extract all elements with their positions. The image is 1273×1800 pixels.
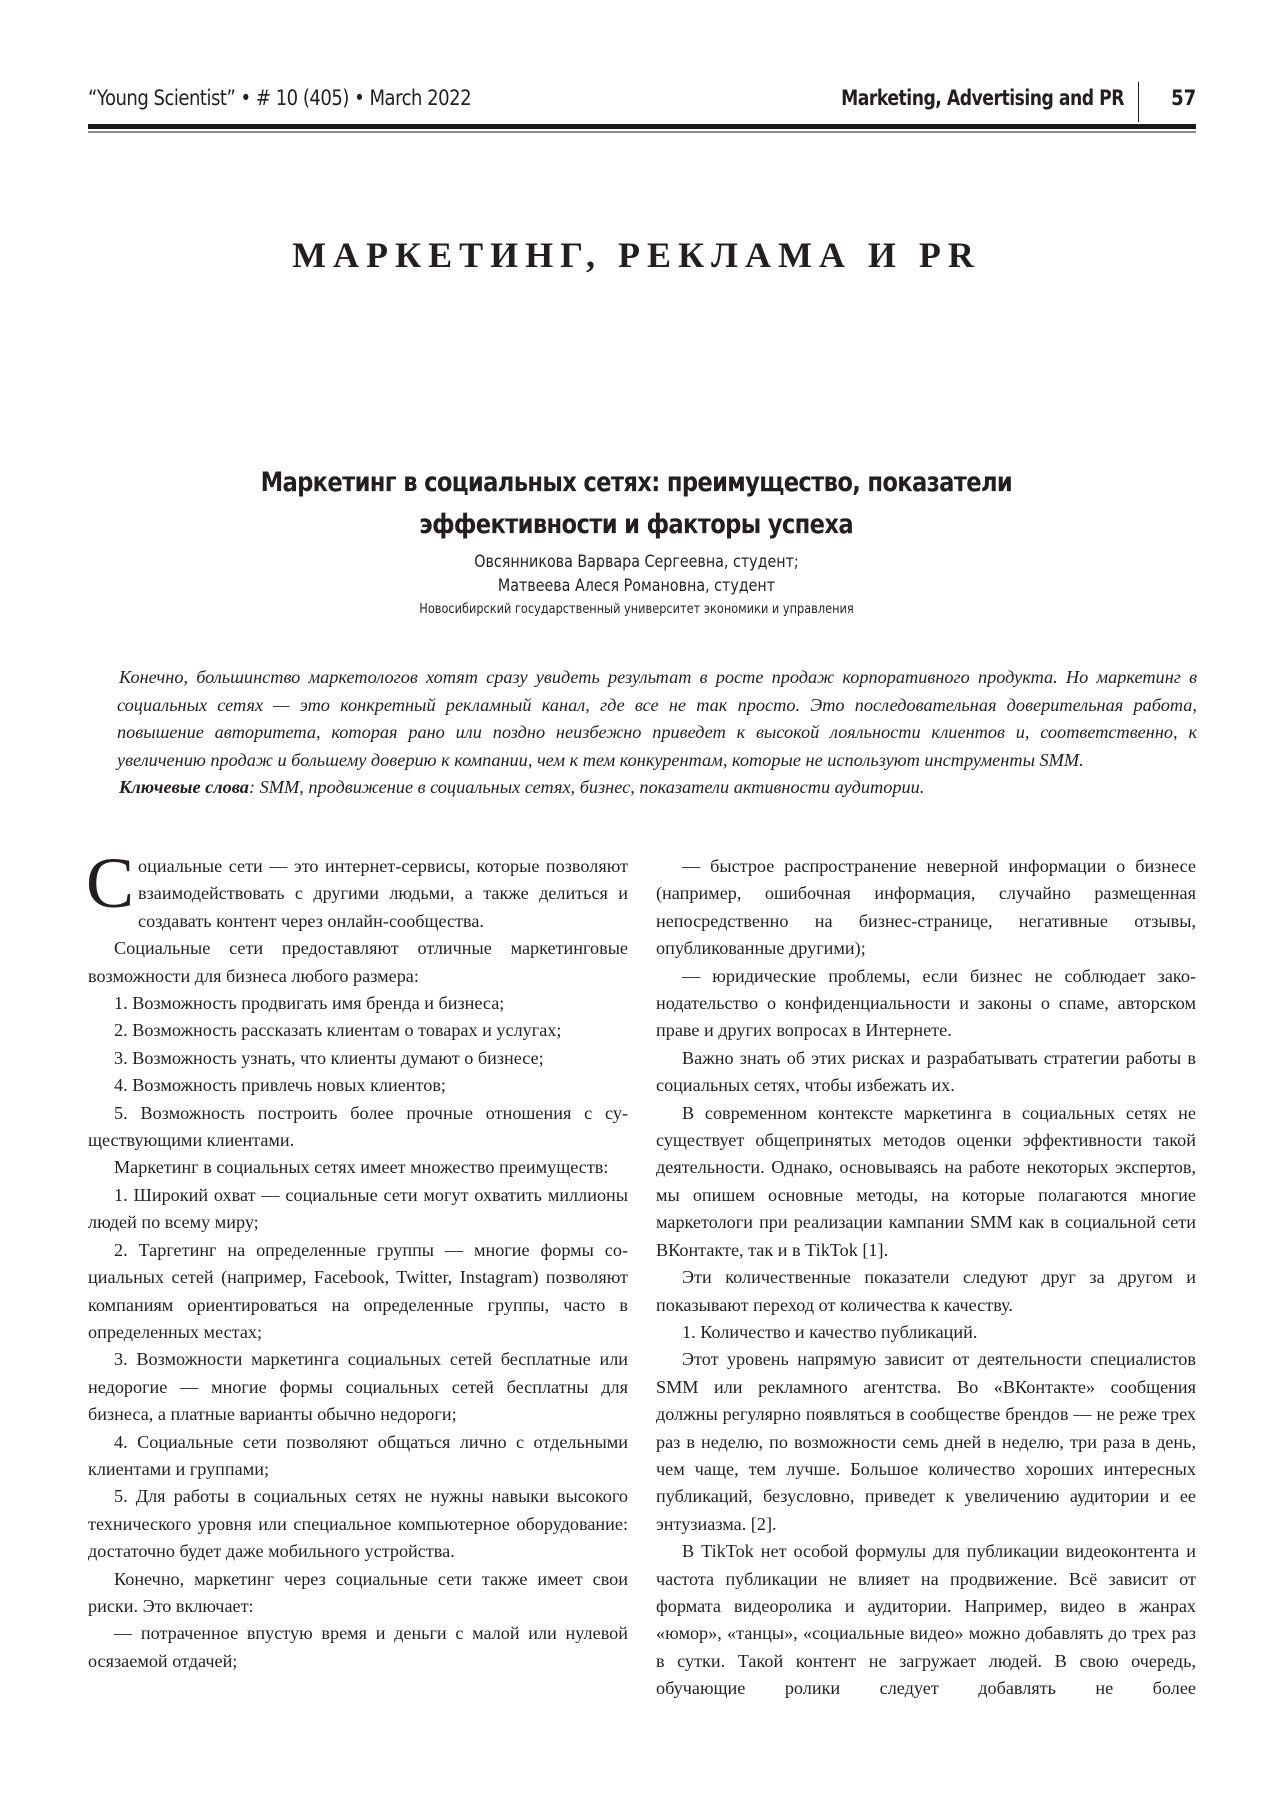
body-column-right bbox=[656, 853, 1196, 1703]
risk-item: — юридические проблемы, если бизнес не соблюдает законодательство о конфиденциальности и законы о спаме, авторском праве и других вопросах в Интернете. bbox=[656, 965, 1196, 1041]
paragraph: Важно знать об этих рисках и разрабатывать стратегии работы в социальных сетях, чтобы избежать их. bbox=[656, 1047, 1196, 1096]
abstract bbox=[117, 664, 1197, 802]
intro-paragraph bbox=[86, 843, 628, 935]
body-column-left bbox=[86, 843, 628, 1675]
opportunity-item: 5. Возможность построить более прочные отношения с существующими клиентами. bbox=[88, 1102, 628, 1151]
opportunity-item: 4. Возможность привлечь новых клиентов; bbox=[114, 1075, 446, 1096]
risk-item: — потраченное впустую время и деньги с малой или нулевой осязаемой отдачей; bbox=[88, 1623, 628, 1671]
page-number: 57 bbox=[1170, 86, 1196, 110]
advantage-item: 3. Возможности маркетинга социальных сетей бесплатные или недорогие — многие формы социальных сетей бесплатны для бизнеса, а платные варианты обычно недороги; bbox=[88, 1349, 628, 1425]
section-title: МАРКЕТИНГ, РЕКЛАМА И PR bbox=[292, 235, 981, 275]
journal-section-name: Marketing, Advertising and PR bbox=[841, 86, 1124, 110]
advantage-item: 5. Для работы в социальных сетях не нужны навыки высокого технического уровня или специальное компьютерное оборудование: достаточно будет даже мобильного устройства. bbox=[88, 1486, 628, 1562]
subheading: 1. Количество и качество публикаций. bbox=[682, 1321, 978, 1342]
header-divider bbox=[1138, 82, 1139, 122]
drop-cap: С bbox=[86, 843, 135, 923]
advantage-item: 2. Таргетинг на определенные группы — многие формы социальных сетей (например, Facebook, Twitter, Instagram) позволяют компаниям ориентироваться на определенные группы, часто в определенных местах; bbox=[88, 1239, 628, 1342]
header-rule-thick bbox=[88, 124, 1196, 129]
advantage-item: 4. Социальные сети позволяют общаться лично с отдельными клиентами и группами; bbox=[88, 1431, 628, 1479]
author-2: Матвеева Алеся Романовна, студент bbox=[497, 576, 776, 596]
article-title-line-2: эффективности и факторы успеха bbox=[419, 509, 854, 540]
keywords-label: Ключевые слова bbox=[119, 777, 249, 797]
paragraph: Этот уровень напрямую зависит от деятельности специалистов SMM или рекламного агентства. Во «ВКонтакте» сообщения должны регулярно появляться в сообществе брендов — не реже трех раз в неделю, по возможности семь дней в неделю, три раза в день, чем чаще, тем лучше. Большое количество хороших интересных публикаций, безусловно, приведет к увеличению аудитории и ее энтузиазма. [2]. bbox=[656, 1349, 1196, 1534]
abstract-text: Конечно, большинство маркетологов хотят сразу увидеть результат в росте продаж корпоративного продукта. Но маркетинг в социальных сетях — это конкретный рекламный канал, где все не так просто. Это последовательная доверительная работа, повышение авторитета, которая рано или поздно неизбежно приведет к высокой лояльности клиентов и, соответственно, к увеличению продаж и большему доверию к компании, чем к тем конкурентам, которые не используют инструменты SMM. bbox=[117, 667, 1197, 770]
running-header bbox=[88, 82, 1196, 122]
paragraph: Эти количественные показатели следуют друг за другом и показывают переход от количества к качеству. bbox=[656, 1267, 1196, 1315]
paragraph: В TikTok нет особой формулы для публикации видеоконтента и частота публикации не влияет на продвижение. Всё зависит от формата видеоролика и аудитории. Например, видео в жанрах «юмор», «танцы», «социальные видео» можно добавлять до трех раз в сутки. Такой контент не загружает людей. В свою очередь, обучающие ролики следует добавлять не более bbox=[656, 1541, 1196, 1699]
opportunity-item: 1. Возможность продвигать имя бренда и бизнеса; bbox=[114, 993, 505, 1014]
affiliation: Новосибирский государственный университет экономики и управления bbox=[419, 601, 854, 617]
article-title bbox=[150, 462, 1123, 546]
keywords-text: : SMM, продвижение в социальных сетях, бизнес, показатели активности аудитории. bbox=[248, 777, 925, 797]
advantage-item: 1. Широкий охват — социальные сети могут охватить миллионы людей по всему миру; bbox=[88, 1184, 628, 1233]
paragraph: В современном контексте маркетинга в социальных сетях не существует общепринятых методов оценки эффективности такой деятельности. Однако, основываясь на работе некоторых экспертов, мы опишем основные методы, на которые полагаются многие маркетологи при реализации кампании SMM как в социальной сети ВКонтакте, так и в TikTok [1]. bbox=[656, 1102, 1196, 1260]
authors-block bbox=[150, 550, 1123, 620]
article-title-line-1: Маркетинг в социальных сетях: преимущество, показатели bbox=[260, 467, 1013, 498]
risk-item: — быстрое распространение неверной информации о бизнесе (например, ошибочная информация, случайно размещенная непосредственно на бизнес-странице, негативные отзывы, опубликованные другими); bbox=[656, 856, 1196, 959]
paragraph: Конечно, маркетинг через социальные сети также имеет свои риски. Это включает: bbox=[88, 1568, 628, 1616]
keywords bbox=[117, 774, 1197, 802]
intro-text: оциальные сети — это интернет-сервисы, которые позволяют взаимодействовать с другими людьми, а также делиться и создавать контент через онлайн-сообщества. bbox=[138, 856, 628, 931]
paragraph: Маркетинг в социальных сетях имеет множество преимуществ: bbox=[114, 1157, 609, 1178]
opportunity-item: 2. Возможность рассказать клиентам о товарах и услугах; bbox=[114, 1020, 562, 1041]
journal-issue-info: “Young Scientist” • # 10 (405) • March 2022 bbox=[88, 86, 472, 110]
opportunity-item: 3. Возможность узнать, что клиенты думают о бизнесе; bbox=[114, 1047, 544, 1068]
header-rule-thin bbox=[88, 131, 1196, 133]
paragraph: Социальные сети предоставляют отличные маркетинговые возможности для бизнеса любого размера: bbox=[88, 938, 628, 986]
author-1: Овсянникова Варвара Сергеевна, студент; bbox=[474, 552, 799, 572]
